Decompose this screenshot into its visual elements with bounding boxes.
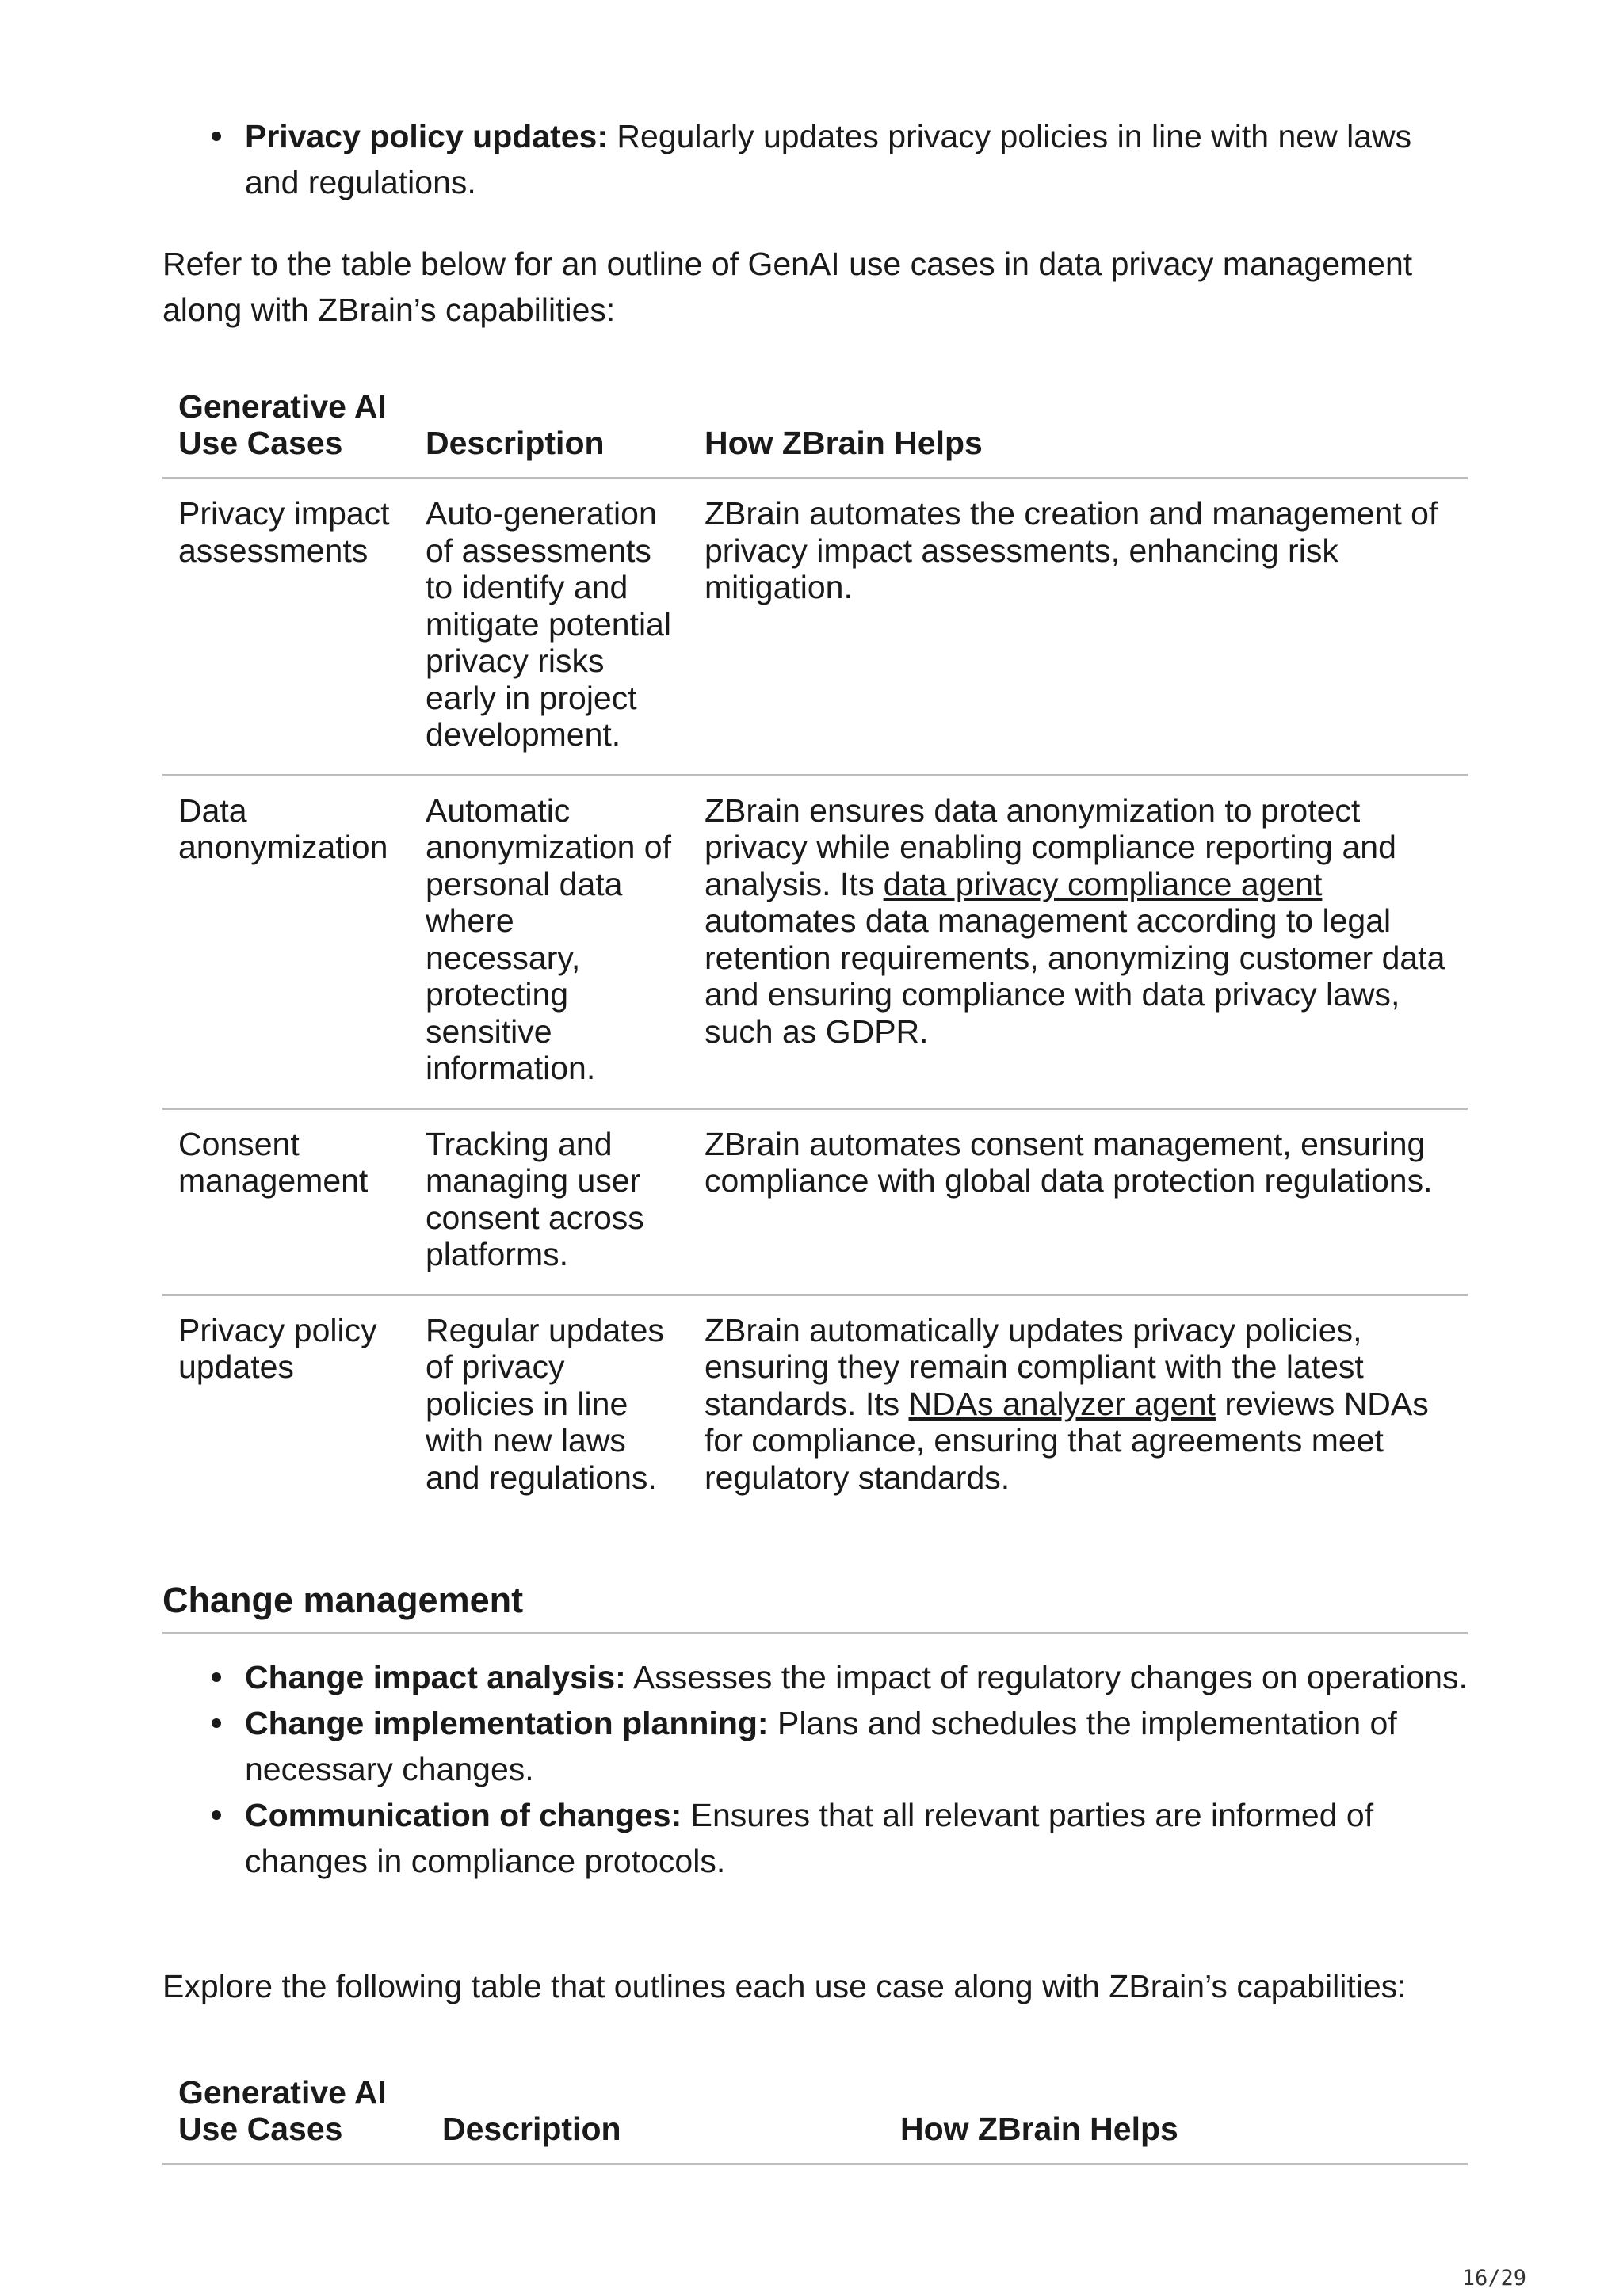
bullet-term: Change implementation planning: xyxy=(245,1705,769,1741)
help-text-before: ZBrain ensures data anonymization to protect privacy while enabling compliance reporting and analysis. Its xyxy=(705,791,1396,902)
bullet-text: Plans and schedules the implementation of necessary changes. xyxy=(245,1705,1397,1787)
description-cell: Tracking and managing user consent across platforms. xyxy=(410,1108,689,1295)
table-row xyxy=(162,775,1468,1108)
header-use-cases: Generative AI Use Cases xyxy=(162,2058,426,2164)
bullet-text: Ensures that all relevant parties are informed of changes in compliance protocols. xyxy=(245,1797,1374,1879)
help-text-after: reviews NDAs for compliance, ensuring that agreements meet regulatory standards. xyxy=(705,1385,1429,1496)
table-header-row xyxy=(162,372,1468,479)
table-row xyxy=(162,479,1468,776)
privacy-use-cases-table xyxy=(162,372,1468,1516)
header-use-cases: Generative AI Use Cases xyxy=(162,372,410,479)
bullet-change-implementation-planning xyxy=(162,1700,1468,1792)
help-cell xyxy=(689,775,1468,1108)
intro-paragraph-1: Refer to the table below for an outline of GenAI use cases in data privacy management along with ZBrain’s capabilities: xyxy=(162,246,1413,328)
description-cell: Automatic anonymization of personal data where necessary, protecting sensitive information. xyxy=(410,775,689,1108)
bullet-text: Assesses the impact of regulatory changes on operations. xyxy=(625,1659,1468,1695)
table-row xyxy=(162,1295,1468,1516)
use-case-cell: Privacy impact assessments xyxy=(162,479,410,776)
bullet-term: Communication of changes: xyxy=(245,1797,682,1833)
use-case-cell: Consent management xyxy=(162,1108,410,1295)
bullet-term: Privacy policy updates: xyxy=(245,118,609,154)
bullet-privacy-policy-updates xyxy=(162,113,1468,205)
help-cell xyxy=(689,1295,1468,1516)
help-cell: ZBrain automates the creation and management of privacy impact assessments, enhancing risk mitigation. xyxy=(689,479,1468,776)
bullet-text: Regularly updates privacy policies in line with new laws and regulations. xyxy=(245,118,1412,200)
data-privacy-compliance-agent-link[interactable]: data privacy compliance agent xyxy=(883,865,1323,902)
top-bullet-list xyxy=(162,113,1468,205)
help-text-after: automates data management according to legal retention requirements, anonymizing customer data and ensuring compliance with data privacy laws, such as GDPR. xyxy=(705,902,1445,1050)
change-use-cases-table xyxy=(162,2058,1468,2165)
table-row xyxy=(162,1108,1468,1295)
description-cell: Auto-generation of assessments to identify and mitigate potential privacy risks early in project development. xyxy=(410,479,689,776)
bullet-change-impact-analysis xyxy=(162,1654,1468,1700)
section-heading-change-management: Change management xyxy=(162,1577,1468,1634)
page-number: 16/29 xyxy=(1461,2266,1526,2290)
help-cell: ZBrain automates consent management, ensuring compliance with global data protection regulations. xyxy=(689,1108,1468,1295)
table-header-row xyxy=(162,2058,1468,2164)
bullet-communication-of-changes xyxy=(162,1792,1468,1884)
header-how-zbrain-helps: How ZBrain Helps xyxy=(689,372,1468,479)
bullet-term: Change impact analysis: xyxy=(245,1659,626,1695)
header-description: Description xyxy=(410,372,689,479)
change-bullet-list xyxy=(162,1654,1468,1884)
help-text-before: ZBrain automatically updates privacy policies, ensuring they remain compliant with the latest standards. Its xyxy=(705,1311,1364,1422)
ndas-analyzer-agent-link[interactable]: NDAs analyzer agent xyxy=(908,1385,1216,1422)
intro-paragraph-2: Explore the following table that outlines each use case along with ZBrain’s capabilities: xyxy=(162,1968,1407,2004)
use-case-cell: Data anonymization xyxy=(162,775,410,1108)
header-how-zbrain-helps: How ZBrain Helps xyxy=(884,2058,1468,2164)
description-cell: Regular updates of privacy policies in line with new laws and regulations. xyxy=(426,1311,664,1496)
header-description: Description xyxy=(426,2058,884,2164)
use-case-cell: Privacy policy updates xyxy=(178,1311,377,1385)
